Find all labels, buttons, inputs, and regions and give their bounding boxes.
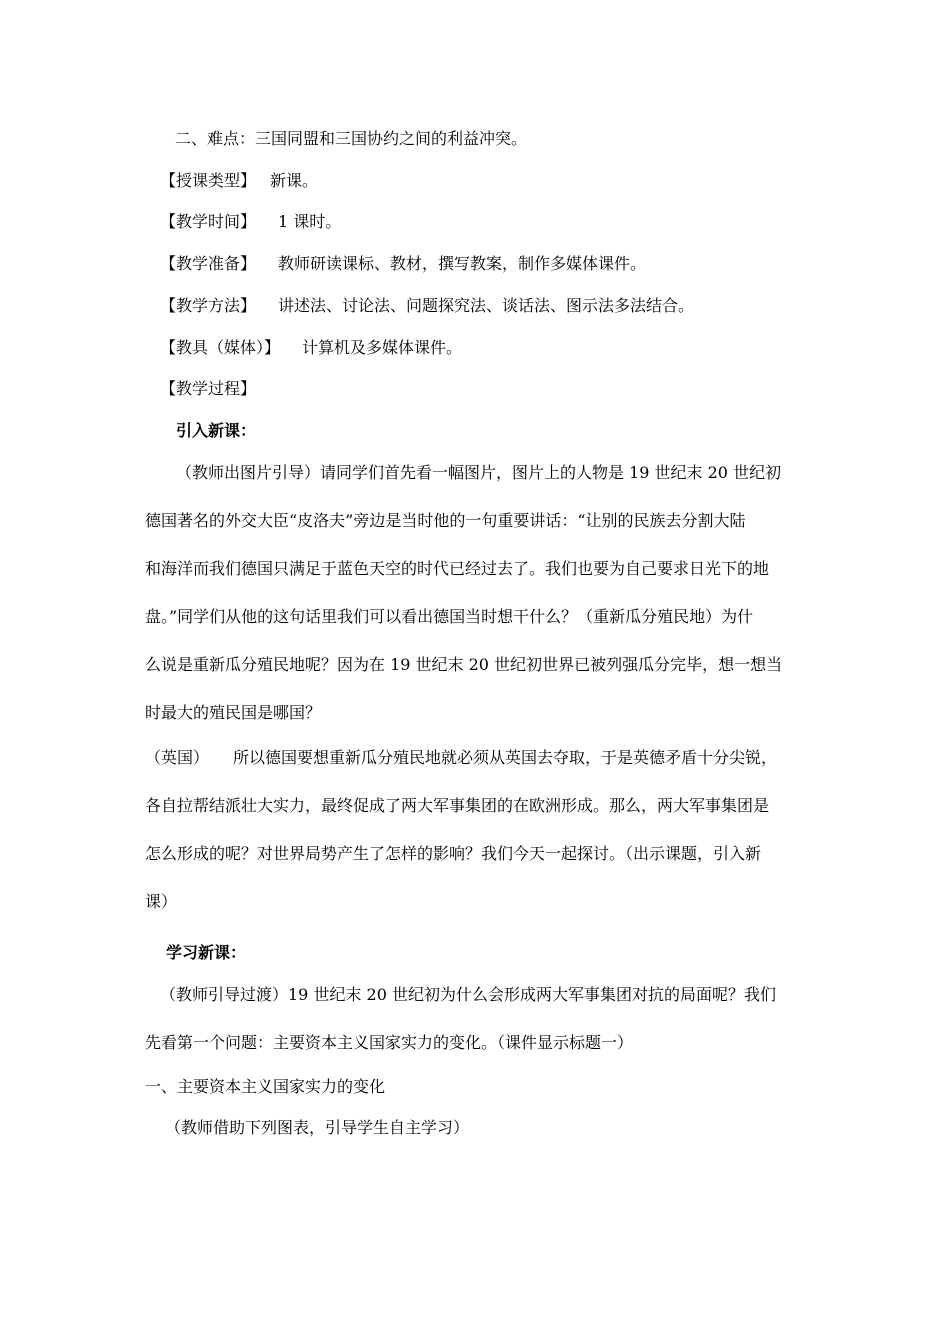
- time-row: [160, 211, 341, 233]
- method-value: 讲述法、讨论法、问题探究法、谈话法、图示法多法结合。: [278, 296, 695, 315]
- intro-line: 德国著名的外交大臣“皮洛夫”旁边是当时他的一句重要讲话：“让别的民族去分割大陆: [145, 511, 746, 530]
- tools-label: 【教具（媒体）】: [160, 338, 281, 357]
- intro-line: 各自拉帮结派壮大实力，最终促成了两大军事集团的在欧洲形成。那么，两大军事集团是: [145, 796, 770, 815]
- prep-label: 【教学准备】: [160, 254, 257, 273]
- prep-row: [160, 253, 646, 275]
- tools-row: [160, 337, 462, 359]
- intro-answer-row: [145, 747, 777, 769]
- intro-line: 课）: [145, 892, 178, 911]
- type-row: [160, 170, 318, 192]
- type-label: 【授课类型】: [160, 171, 257, 190]
- intro-line: 所以德国要想重新瓜分殖民地就必须从英国去夺取，于是英德矛盾十分尖锐，: [233, 748, 778, 767]
- process-label: 【教学过程】: [160, 379, 257, 398]
- intro-line: 和海洋而我们德国只满足于蓝色天空的时代已经过去了。我们也要为自己要求日光下的地: [145, 559, 770, 578]
- teacher-note: （教师借助下列图表，引导学生自主学习）: [165, 1118, 470, 1137]
- intro-line: 时最大的殖民国是哪国？: [145, 703, 322, 722]
- study-line: （教师引导过渡）19 世纪末 20 世纪初为什么会形成两大军事集团对抗的局面呢？我们: [160, 985, 776, 1004]
- time-value: 1 课时。: [278, 212, 342, 231]
- study-heading: 学习新课：: [166, 943, 247, 962]
- difficulty-line: 二、难点：三国同盟和三国协约之间的利益冲突。: [175, 129, 528, 148]
- study-line: 先看第一个问题：主要资本主义国家实力的变化。（课件显示标题一）: [145, 1033, 634, 1052]
- intro-line: 怎么形成的呢？对世界局势产生了怎样的影响？我们今天一起探讨。（出示课题，引入新: [145, 844, 762, 863]
- time-label: 【教学时间】: [160, 212, 257, 231]
- method-row: [160, 295, 694, 317]
- method-label: 【教学方法】: [160, 296, 257, 315]
- intro-line: 盘。”同学们从他的这句话里我们可以看出德国当时想干什么？（重新瓜分殖民地）为什: [145, 607, 754, 626]
- section-title: 一、主要资本主义国家实力的变化: [145, 1077, 386, 1096]
- type-value: 新课。: [270, 171, 319, 190]
- intro-line: 么说是重新瓜分殖民地呢？因为在 19 世纪末 20 世纪初世界已被列强瓜分完毕，想一想当: [145, 655, 783, 674]
- prep-value: 教师研读课标、教材，撰写教案，制作多媒体课件。: [278, 254, 647, 273]
- intro-heading: 引入新课：: [176, 421, 257, 440]
- intro-answer: （英国）: [145, 748, 210, 767]
- tools-value: 计算机及多媒体课件。: [302, 338, 463, 357]
- intro-line: （教师出图片引导）请同学们首先看一幅图片，图片上的人物是 19 世纪末 20 世纪初: [176, 463, 782, 482]
